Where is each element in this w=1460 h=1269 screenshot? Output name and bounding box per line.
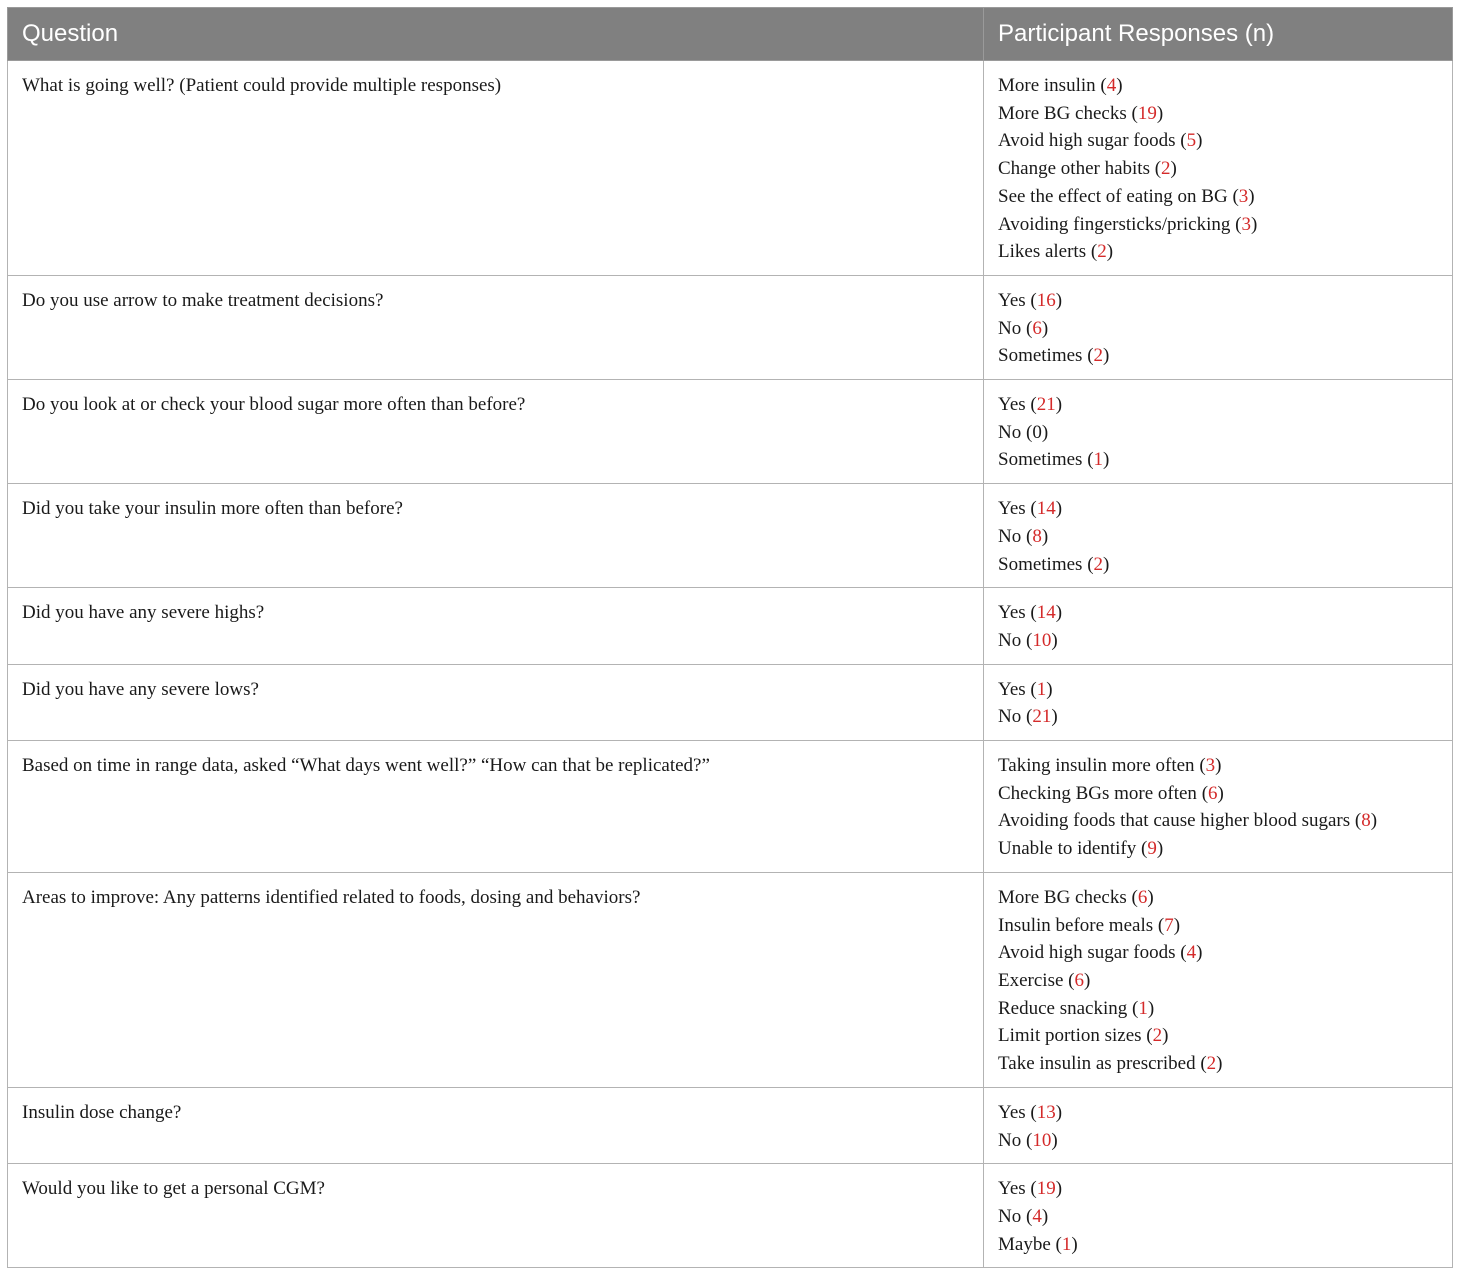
- response-item: Reduce snacking (1): [998, 997, 1155, 1019]
- table-row: [8, 741, 1453, 873]
- response-count: 21: [1036, 394, 1056, 416]
- response-count: 0: [1032, 421, 1042, 443]
- table-row: [8, 484, 1453, 588]
- response-label: Sometimes: [998, 553, 1083, 575]
- responses-cell: [984, 1164, 1453, 1268]
- question-cell: Do you use arrow to make treatment decisions?: [8, 275, 984, 379]
- response-label: Exercise: [998, 969, 1064, 991]
- question-cell: Did you have any severe lows?: [8, 664, 984, 740]
- response-count: 4: [1106, 75, 1117, 96]
- response-count: 14: [1036, 498, 1056, 520]
- response-count: 8: [1361, 810, 1371, 832]
- question-cell: Do you look at or check your blood sugar more often than before?: [8, 380, 984, 484]
- response-count: 4: [1032, 1205, 1042, 1227]
- responses-cell: [984, 275, 1453, 379]
- response-item: Yes (14): [998, 498, 1063, 520]
- question-cell: Did you have any severe highs?: [8, 588, 984, 664]
- response-item: Avoid high sugar foods (5): [998, 130, 1203, 152]
- responses-cell: [984, 872, 1453, 1087]
- question-cell: Based on time in range data, asked “What days went well?” “How can that be replicated?”: [8, 741, 984, 873]
- response-item: Taking insulin more often (3): [998, 755, 1222, 777]
- response-label: Likes alerts: [998, 241, 1087, 263]
- response-count: 6: [1208, 782, 1218, 804]
- response-item: No (0): [998, 421, 1049, 443]
- response-item: No (10): [998, 629, 1058, 651]
- response-label: Yes: [998, 678, 1026, 700]
- response-label: Yes: [998, 1178, 1026, 1200]
- responses-cell: [984, 61, 1453, 276]
- response-count: 10: [1032, 629, 1052, 651]
- response-item: See the effect of eating on BG (3): [998, 185, 1255, 207]
- response-count: 2: [1206, 1053, 1217, 1075]
- response-label: More insulin: [998, 75, 1096, 96]
- response-item: More BG checks (19): [998, 102, 1164, 124]
- table-row: [8, 61, 1453, 276]
- response-item: No (4): [998, 1205, 1049, 1227]
- response-label: Taking insulin more often: [998, 755, 1195, 777]
- response-item: Sometimes (2): [998, 345, 1110, 367]
- response-count: 3: [1238, 185, 1249, 207]
- table-row: [8, 1087, 1453, 1163]
- responses-cell: [984, 1087, 1453, 1163]
- response-item: Yes (14): [998, 602, 1063, 624]
- response-label: No: [998, 317, 1022, 339]
- response-label: See the effect of eating on BG: [998, 185, 1228, 207]
- response-item: Sometimes (2): [998, 553, 1110, 575]
- response-count: 16: [1036, 289, 1056, 311]
- table-row: [8, 872, 1453, 1087]
- response-item: More insulin (4): [998, 75, 1123, 96]
- response-count: 1: [1036, 678, 1047, 700]
- response-label: Yes: [998, 394, 1026, 416]
- table-row: [8, 664, 1453, 740]
- response-label: More BG checks: [998, 886, 1127, 908]
- response-item: Take insulin as prescribed (2): [998, 1053, 1223, 1075]
- table-row: [8, 1164, 1453, 1268]
- response-item: Yes (16): [998, 289, 1063, 311]
- response-label: Limit portion sizes: [998, 1025, 1142, 1047]
- table-row: [8, 380, 1453, 484]
- response-label: Yes: [998, 602, 1026, 624]
- response-count: 19: [1036, 1178, 1056, 1200]
- response-label: No: [998, 525, 1022, 547]
- response-count: 2: [1093, 345, 1104, 367]
- response-label: Sometimes: [998, 449, 1083, 471]
- response-item: Yes (21): [998, 394, 1063, 416]
- response-label: Take insulin as prescribed: [998, 1053, 1196, 1075]
- response-count: 6: [1137, 886, 1148, 908]
- response-item: No (8): [998, 525, 1049, 547]
- responses-cell: [984, 588, 1453, 664]
- response-count: 8: [1032, 525, 1042, 547]
- response-count: 3: [1205, 755, 1216, 777]
- response-count: 10: [1032, 1129, 1052, 1151]
- response-count: 1: [1138, 997, 1148, 1019]
- response-count: 5: [1186, 130, 1197, 152]
- response-item: No (10): [998, 1129, 1058, 1151]
- response-count: 9: [1147, 838, 1157, 860]
- question-cell: Would you like to get a personal CGM?: [8, 1164, 984, 1268]
- response-item: Insulin before meals (7): [998, 914, 1181, 936]
- response-label: Insulin before meals: [998, 914, 1154, 936]
- table-row: [8, 588, 1453, 664]
- response-count: 1: [1093, 449, 1104, 471]
- response-item: Checking BGs more often (6): [998, 782, 1224, 804]
- response-item: Maybe (1): [998, 1233, 1078, 1255]
- response-item: Avoid high sugar foods (4): [998, 942, 1203, 964]
- responses-cell: [984, 380, 1453, 484]
- response-count: 2: [1093, 553, 1104, 575]
- response-item: Yes (1): [998, 678, 1053, 700]
- response-label: No: [998, 1129, 1022, 1151]
- response-label: Checking BGs more often: [998, 782, 1197, 804]
- responses-cell: [984, 664, 1453, 740]
- header-row: [8, 8, 1453, 61]
- question-column-header: Question: [8, 8, 984, 61]
- responses-column-header: Participant Responses (n): [984, 8, 1453, 61]
- responses-cell: [984, 741, 1453, 873]
- response-count: 19: [1137, 102, 1157, 124]
- response-count: 13: [1036, 1101, 1056, 1123]
- response-item: Likes alerts (2): [998, 241, 1114, 263]
- response-count: 6: [1074, 969, 1084, 991]
- response-label: No: [998, 421, 1022, 443]
- response-count: 2: [1161, 158, 1171, 180]
- response-item: Avoiding fingersticks/pricking (3): [998, 213, 1258, 235]
- response-count: 21: [1032, 706, 1052, 728]
- response-label: Avoiding fingersticks/pricking: [998, 213, 1231, 235]
- response-count: 2: [1097, 241, 1107, 263]
- response-label: Avoid high sugar foods: [998, 942, 1176, 964]
- response-label: More BG checks: [998, 102, 1127, 124]
- response-label: Unable to identify: [998, 838, 1137, 860]
- question-cell: What is going well? (Patient could provide multiple responses): [8, 61, 984, 276]
- response-count: 4: [1186, 942, 1197, 964]
- question-cell: Did you take your insulin more often than before?: [8, 484, 984, 588]
- response-item: More BG checks (6): [998, 886, 1154, 908]
- response-count: 2: [1152, 1025, 1163, 1047]
- response-label: No: [998, 1205, 1022, 1227]
- response-count: 6: [1032, 317, 1042, 339]
- survey-results-table: [7, 7, 1453, 1268]
- response-label: Reduce snacking: [998, 997, 1128, 1019]
- response-label: No: [998, 629, 1022, 651]
- response-item: Yes (19): [998, 1178, 1063, 1200]
- response-label: Avoiding foods that cause higher blood sugars: [998, 810, 1351, 832]
- response-item: Limit portion sizes (2): [998, 1025, 1169, 1047]
- response-label: Yes: [998, 289, 1026, 311]
- response-label: Change other habits: [998, 158, 1150, 180]
- response-item: Change other habits (2): [998, 158, 1177, 180]
- response-label: No: [998, 706, 1022, 728]
- response-item: Yes (13): [998, 1101, 1063, 1123]
- response-item: Sometimes (1): [998, 449, 1110, 471]
- response-label: Yes: [998, 498, 1026, 520]
- response-count: 7: [1164, 914, 1174, 936]
- response-item: No (21): [998, 706, 1058, 728]
- response-label: Avoid high sugar foods: [998, 130, 1176, 152]
- response-item: Unable to identify (9): [998, 838, 1164, 860]
- response-label: Maybe: [998, 1233, 1051, 1255]
- response-count: 3: [1241, 213, 1251, 235]
- question-cell: Insulin dose change?: [8, 1087, 984, 1163]
- question-cell: Areas to improve: Any patterns identified related to foods, dosing and behaviors?: [8, 872, 984, 1087]
- response-item: Exercise (6): [998, 969, 1091, 991]
- response-item: Avoiding foods that cause higher blood sugars (8): [998, 810, 1378, 832]
- response-count: 1: [1061, 1233, 1072, 1255]
- response-label: Sometimes: [998, 345, 1083, 367]
- table-body: [8, 61, 1453, 1268]
- response-label: Yes: [998, 1101, 1026, 1123]
- response-item: No (6): [998, 317, 1049, 339]
- table-row: [8, 275, 1453, 379]
- responses-cell: [984, 484, 1453, 588]
- response-count: 14: [1036, 602, 1056, 624]
